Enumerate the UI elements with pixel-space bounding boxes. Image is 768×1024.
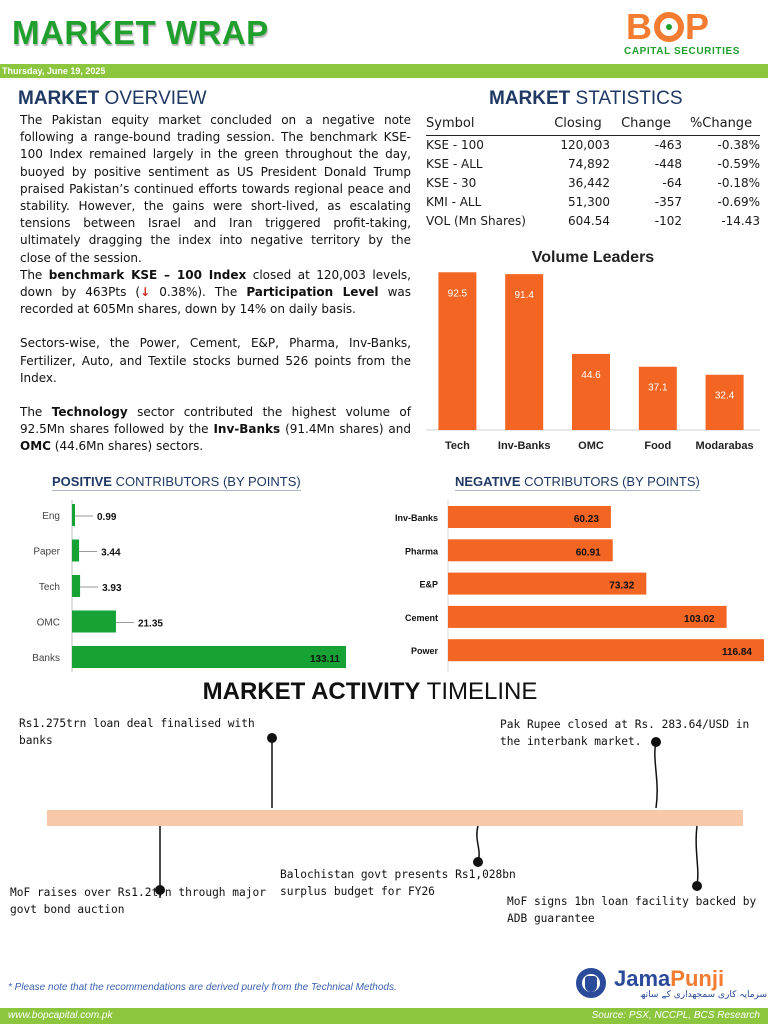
overview-paragraph-3: Sectors-wise, the Power, Cement, E&P, Pharma, Inv-Banks, Fertilizer, Auto, and Textile stocks burned 526 points from the Index. <box>20 336 411 385</box>
pct-change-cell: -0.59% <box>717 157 760 171</box>
pct-change-cell: -0.69% <box>717 195 760 209</box>
overview-paragraph-4 <box>20 404 411 456</box>
date-bar <box>0 64 768 78</box>
timeline-connector <box>655 742 657 808</box>
overview-paragraph-1: The Pakistan equity market concluded on a negative note following a range-bound trading session. The benchmark KSE-100 Index remained largely in the green throughout the day, buoyed by positive sentiment as US President Donald Trump praised Pakistan’s continued efforts towards regional peace and stability. However, the gains were short-lived, as escalating tensions between Israel and Iran triggered profit-taking, ultimately dragging the index into negative territory by the close of the session. <box>20 113 411 265</box>
volume-data-label: 44.6 <box>581 369 601 381</box>
negative-category-label: E&P <box>419 579 438 590</box>
negative-title-rest: COTRIBUTORS (BY POINTS) <box>520 474 700 489</box>
negative-category-label: Cement <box>404 612 438 623</box>
timeline-dot <box>692 881 702 891</box>
statistics-header: %Change <box>689 116 753 131</box>
timeline-title-bold: MARKET ACTIVITY <box>202 678 421 705</box>
jamapunji-name-b: Punji <box>670 966 725 991</box>
jamapunji-logo-text <box>614 966 724 992</box>
volume-category-label: Inv-Banks <box>497 440 551 452</box>
positive-category-label: Banks <box>32 653 60 664</box>
negative-category-label: Inv-Banks <box>394 513 438 523</box>
positive-category-label: Eng <box>42 511 60 522</box>
timeline-title-rest: TIMELINE <box>420 678 538 705</box>
bop-logo-mark: B P <box>626 6 711 47</box>
positive-data-label: 133.11 <box>309 654 340 665</box>
statistics-title-rest: STATISTICS <box>570 88 683 109</box>
timeline-event: MoF signs 1bn loan facility backed by ADB guarantee <box>507 895 757 925</box>
table-row <box>426 136 760 155</box>
positive-contributors-chart <box>0 500 380 672</box>
jamapunji-urdu: سرمایہ کاری سمجھداری کے ساتھ <box>640 990 768 1000</box>
volume-chart-title: Volume Leaders <box>531 249 655 266</box>
volume-data-label: 91.4 <box>514 290 534 302</box>
report-date: Thursday, June 19, 2025 <box>2 66 106 76</box>
positive-bar <box>72 646 346 668</box>
positive-contributors-title <box>52 474 301 491</box>
negative-data-label: 116.84 <box>721 647 752 659</box>
volume-data-label: 92.5 <box>447 288 468 300</box>
website-link[interactable]: www.bopcapital.com.pk <box>8 1010 113 1021</box>
volume-bar <box>639 367 677 430</box>
volume-category-label: OMC <box>578 440 604 452</box>
timeline-event: MoF raises over Rs1.2trn through major govt bond auction <box>10 886 266 916</box>
p4-text: The <box>20 405 52 420</box>
closing-cell: 74,892 <box>568 157 610 171</box>
pct-change-cell: -14.43 <box>721 214 760 228</box>
change-cell: -102 <box>654 214 682 228</box>
positive-data-label: 3.93 <box>102 583 122 594</box>
negative-title-bold: NEGATIVE <box>455 474 521 489</box>
positive-title-rest: CONTRIBUTORS (BY POINTS) <box>111 474 301 489</box>
change-cell: -463 <box>610 136 682 155</box>
negative-bar <box>448 639 764 661</box>
timeline-connector <box>696 826 698 884</box>
statistics-title <box>489 88 683 110</box>
negative-category-label: Pharma <box>404 546 438 557</box>
statistics-header-row <box>426 116 760 136</box>
p4-text: (91.4Mn shares) and <box>280 422 411 437</box>
overview-text <box>20 112 411 456</box>
positive-category-label: Tech <box>38 582 60 593</box>
p4-text: (44.6Mn shares) sectors. <box>50 439 204 454</box>
positive-data-label: 0.99 <box>97 512 117 523</box>
table-row <box>426 193 760 212</box>
volume-bar <box>706 375 744 430</box>
volume-bar <box>572 354 610 430</box>
overview-title-bold: MARKET <box>18 88 100 109</box>
negative-contributors-chart <box>380 500 768 672</box>
timeline-event: Pak Rupee closed at Rs. 283.64/USD in the interbank market. <box>500 718 750 748</box>
p2-text: was recorded at 605Mn shares, down by 14% on daily basis. <box>20 285 411 317</box>
statistics-header: Symbol <box>426 116 475 131</box>
p2-text: closed at 120,003 levels, down by 463Pts ( <box>20 267 411 300</box>
table-row <box>426 155 760 174</box>
table-row <box>426 212 760 231</box>
positive-bar <box>72 575 80 597</box>
volume-category-label: Food <box>644 440 672 452</box>
overview-paragraph-2 <box>20 267 411 319</box>
p2-text: 0.38%). The <box>150 285 247 300</box>
volume-data-label: 32.4 <box>714 390 735 402</box>
p4-bold: OMC <box>20 439 51 454</box>
pct-change-cell: -0.18% <box>717 176 760 190</box>
pct-change-cell: -0.38% <box>682 136 760 155</box>
table-row <box>426 174 760 193</box>
footer-bar <box>0 1008 768 1024</box>
p2-text: The <box>20 267 49 282</box>
report-title: MARKET WRAP <box>12 14 269 51</box>
bop-logo <box>622 8 760 60</box>
symbol-cell: KMI - ALL <box>426 195 482 209</box>
positive-bar <box>72 504 75 526</box>
p4-bold: Inv-Banks <box>213 422 281 437</box>
symbol-cell: VOL (Mn Shares) <box>426 214 526 228</box>
bop-logo-caption: CAPITAL SECURITIES <box>624 46 740 57</box>
volume-category-label: Modarabas <box>695 440 754 452</box>
symbol-cell: KSE - ALL <box>426 157 483 171</box>
jamapunji-name-a: Jama <box>614 966 671 991</box>
closing-cell: 51,300 <box>568 195 610 209</box>
statistics-header: Change <box>621 116 671 131</box>
negative-data-label: 103.02 <box>684 613 715 625</box>
positive-title-bold: POSITIVE <box>52 474 112 489</box>
p4-text: sector contributed the highest volume of 92.5Mn shares followed by the <box>20 405 411 437</box>
negative-data-label: 60.23 <box>573 514 599 525</box>
p4-bold: Technology <box>51 405 128 420</box>
negative-category-label: Power <box>410 646 438 657</box>
timeline-connector <box>477 826 479 862</box>
timeline-title <box>0 678 740 706</box>
negative-data-label: 73.32 <box>609 580 635 592</box>
change-cell: -357 <box>654 195 682 209</box>
volume-leaders-chart <box>426 262 760 458</box>
symbol-cell: KSE - 30 <box>426 176 477 190</box>
closing-cell: 604.54 <box>568 214 610 228</box>
change-cell: -448 <box>654 157 682 171</box>
positive-bar <box>72 611 116 633</box>
overview-title <box>18 88 207 110</box>
timeline-event: Balochistan govt presents Rs1,028bn surplus budget for FY26 <box>280 868 516 898</box>
jamapunji-logo-icon <box>576 968 606 998</box>
statistics-header: Closing <box>554 116 602 131</box>
positive-bar <box>72 540 79 562</box>
statistics-title-bold: MARKET <box>489 88 571 109</box>
closing-cell: 36,442 <box>568 176 610 190</box>
volume-data-label: 37.1 <box>648 382 668 394</box>
p2-bold-participation: Participation Level <box>246 285 379 300</box>
overview-title-rest: OVERVIEW <box>99 88 207 109</box>
timeline-event: Rs1.275trn loan deal finalised with banks <box>19 717 255 747</box>
volume-category-label: Tech <box>444 440 470 452</box>
positive-category-label: Paper <box>33 546 60 558</box>
closing-cell: 120,003 <box>546 136 610 155</box>
p2-bold-index: benchmark KSE – 100 Index <box>48 267 247 282</box>
down-arrow-icon: ↓ <box>140 285 151 300</box>
positive-data-label: 3.44 <box>101 547 121 559</box>
statistics-table <box>426 116 760 231</box>
symbol-cell: KSE - 100 <box>426 136 546 155</box>
negative-data-label: 60.91 <box>575 547 601 559</box>
positive-category-label: OMC <box>36 617 60 629</box>
change-cell: -64 <box>662 176 682 190</box>
negative-contributors-title <box>455 474 700 491</box>
source-text: Source: PSX, NCCPL, BCS Research <box>591 1010 760 1021</box>
jamapunji-logo <box>574 966 768 1004</box>
disclaimer-note: * Please note that the recommendations are derived purely from the Technical Methods. <box>8 982 397 993</box>
positive-data-label: 21.35 <box>137 618 163 630</box>
